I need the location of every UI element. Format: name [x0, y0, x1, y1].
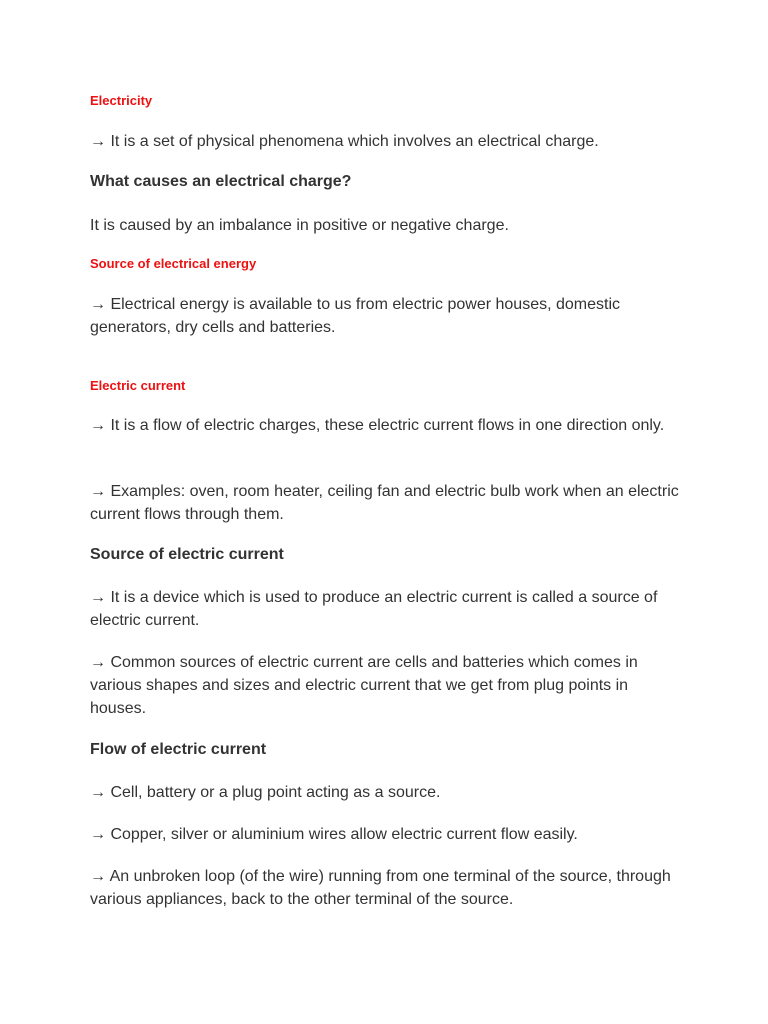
flow-paragraph-1: → Cell, battery or a plug point acting as a source.: [90, 784, 441, 801]
flow-paragraph-3: → An unbroken loop (of the wire) running from one terminal of the source, through various appliances, back to the other terminal of the source.: [90, 868, 671, 908]
electric-current-paragraph-1: → It is a flow of electric charges, these electric current flows in one direction only.: [90, 417, 665, 434]
source-current-paragraph-2: → Common sources of electric current are cells and batteries which comes in various shapes and sizes and electric current that we get from plug points in houses.: [90, 654, 638, 717]
heading-flow-of-electric-current: Flow of electric current: [90, 741, 267, 758]
heading-source-of-electrical-energy: Source of electrical energy: [90, 256, 257, 271]
flow-paragraph-2: → Copper, silver or aluminium wires allow electric current flow easily.: [90, 826, 578, 843]
source-energy-paragraph: → Electrical energy is available to us from electric power houses, domestic generators, dry cells and batteries.: [90, 296, 620, 336]
electricity-definition: → It is a set of physical phenomena which involves an electrical charge.: [90, 133, 599, 150]
causes-paragraph: It is caused by an imbalance in positive or negative charge.: [90, 217, 509, 234]
electric-current-paragraph-2: → Examples: oven, room heater, ceiling fan and electric bulb work when an electric current flows through them.: [90, 483, 679, 523]
heading-electricity: Electricity: [90, 93, 153, 108]
heading-electric-current: Electric current: [90, 378, 186, 393]
heading-source-of-electric-current: Source of electric current: [90, 546, 284, 563]
source-current-paragraph-1: → It is a device which is used to produce an electric current is called a source of electric current.: [90, 589, 658, 629]
heading-what-causes-charge: What causes an electrical charge?: [90, 173, 352, 190]
